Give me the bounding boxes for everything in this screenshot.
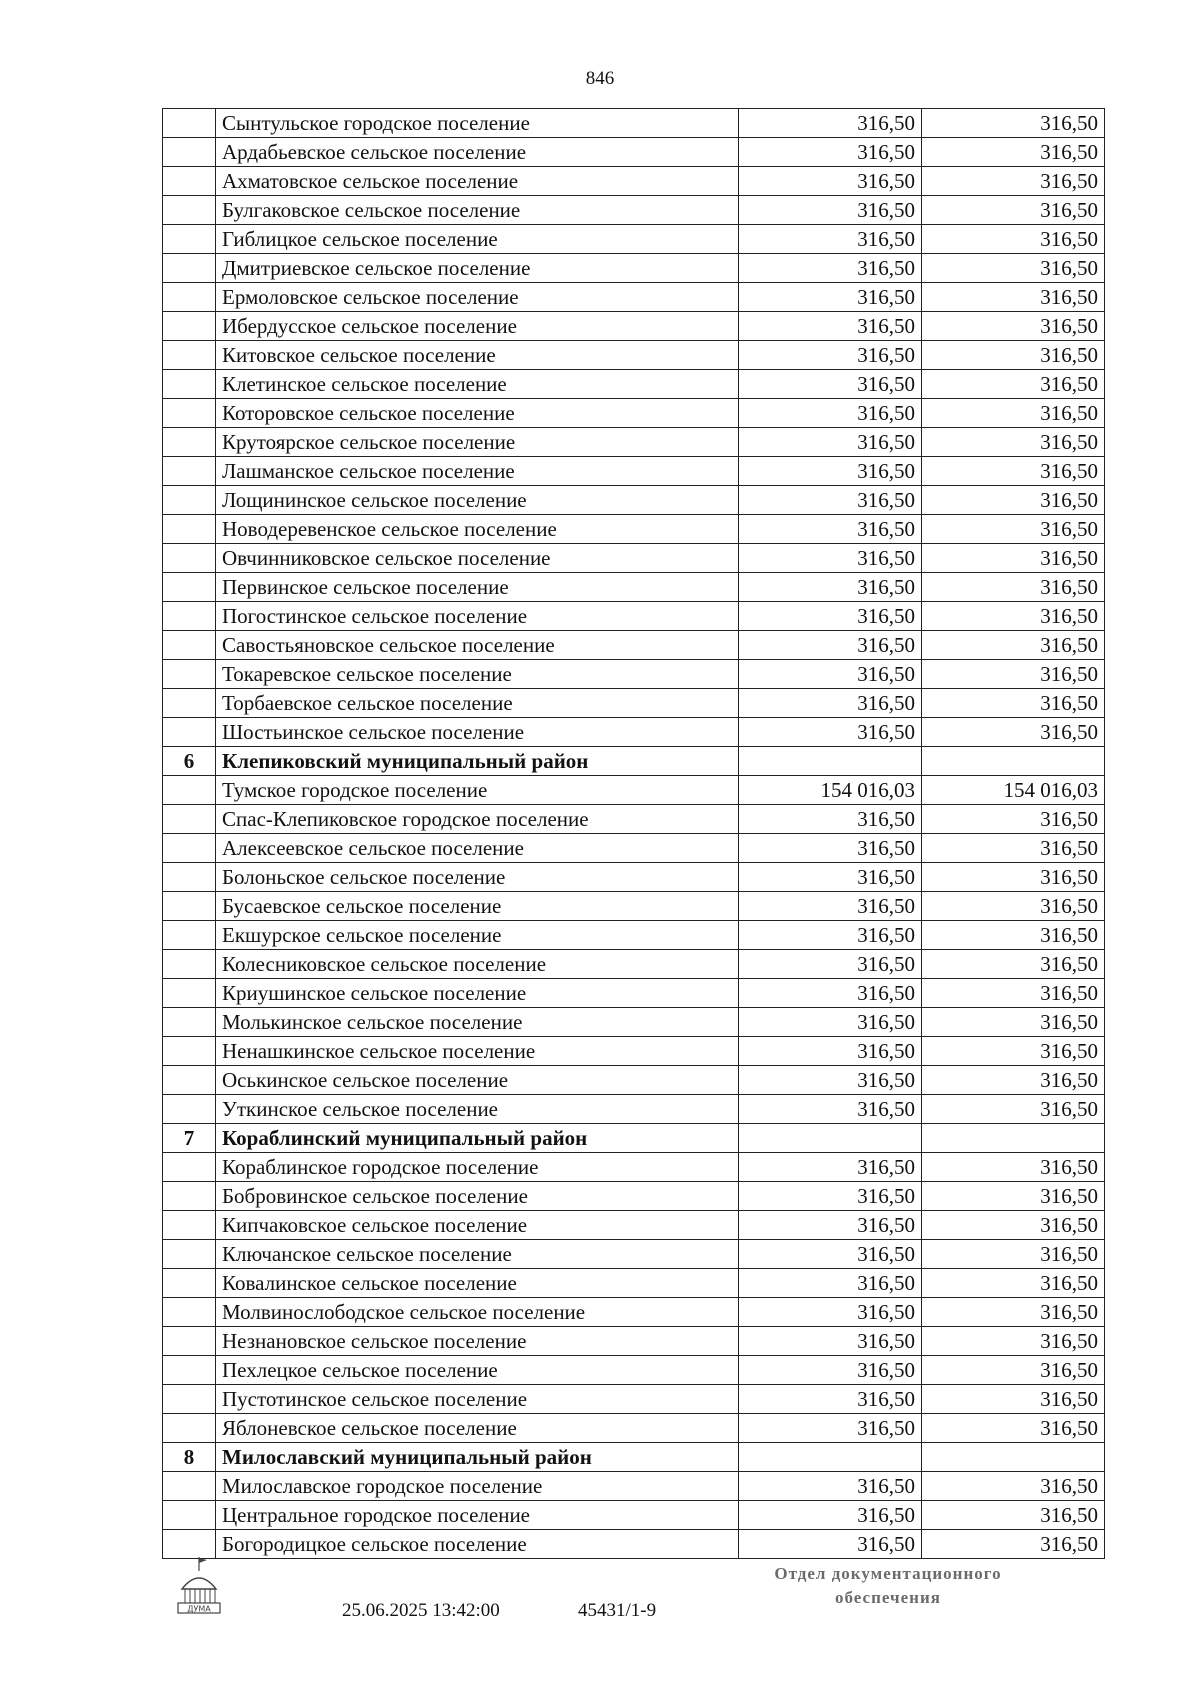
row-number xyxy=(163,457,216,486)
settlement-name: Которовское сельское поселение xyxy=(216,399,739,428)
table-row xyxy=(163,1356,1105,1385)
amount-2: 316,50 xyxy=(922,428,1105,457)
row-number xyxy=(163,1269,216,1298)
settlement-name: Милославское городское поселение xyxy=(216,1472,739,1501)
table-row xyxy=(163,486,1105,515)
row-number xyxy=(163,1414,216,1443)
amount-1: 316,50 xyxy=(739,109,922,138)
row-number xyxy=(163,1008,216,1037)
row-number xyxy=(163,602,216,631)
settlement-name: Первинское сельское поселение xyxy=(216,573,739,602)
amount-1: 316,50 xyxy=(739,631,922,660)
row-number xyxy=(163,950,216,979)
amount-1: 316,50 xyxy=(739,1269,922,1298)
settlement-name: Пехлецкое сельское поселение xyxy=(216,1356,739,1385)
amount-2: 316,50 xyxy=(922,370,1105,399)
settlement-name: Оськинское сельское поселение xyxy=(216,1066,739,1095)
amount-1: 316,50 xyxy=(739,1414,922,1443)
amount-1: 316,50 xyxy=(739,370,922,399)
amount-2: 316,50 xyxy=(922,457,1105,486)
table-row xyxy=(163,892,1105,921)
table-row xyxy=(163,1472,1105,1501)
settlement-name: Криушинское сельское поселение xyxy=(216,979,739,1008)
amount-1: 316,50 xyxy=(739,399,922,428)
settlement-name: Бобровинское сельское поселение xyxy=(216,1182,739,1211)
table-row xyxy=(163,979,1105,1008)
amount-2: 316,50 xyxy=(922,1472,1105,1501)
row-number xyxy=(163,631,216,660)
amount-1: 316,50 xyxy=(739,138,922,167)
svg-text:ДУМА: ДУМА xyxy=(187,1604,211,1614)
amount-2: 316,50 xyxy=(922,689,1105,718)
row-number: 8 xyxy=(163,1443,216,1472)
table-row xyxy=(163,370,1105,399)
amount-2: 316,50 xyxy=(922,515,1105,544)
row-number xyxy=(163,689,216,718)
amount-2: 316,50 xyxy=(922,167,1105,196)
table-row xyxy=(163,1298,1105,1327)
table-row xyxy=(163,167,1105,196)
settlement-name: Бусаевское сельское поселение xyxy=(216,892,739,921)
table-row xyxy=(163,1269,1105,1298)
amount-1: 154 016,03 xyxy=(739,776,922,805)
amount-1: 316,50 xyxy=(739,1327,922,1356)
amount-1: 316,50 xyxy=(739,1066,922,1095)
row-number xyxy=(163,1298,216,1327)
settlement-name: Уткинское сельское поселение xyxy=(216,1095,739,1124)
row-number xyxy=(163,892,216,921)
amount-1: 316,50 xyxy=(739,1472,922,1501)
table-row xyxy=(163,399,1105,428)
amount-1: 316,50 xyxy=(739,1153,922,1182)
amount-1 xyxy=(739,747,922,776)
amount-2: 316,50 xyxy=(922,979,1105,1008)
table-row xyxy=(163,1530,1105,1559)
settlement-name: Савостьяновское сельское поселение xyxy=(216,631,739,660)
amount-1: 316,50 xyxy=(739,1037,922,1066)
settlement-name: Лашманское сельское поселение xyxy=(216,457,739,486)
amount-2: 316,50 xyxy=(922,834,1105,863)
amount-1: 316,50 xyxy=(739,167,922,196)
settlement-name: Дмитриевское сельское поселение xyxy=(216,254,739,283)
amount-2: 316,50 xyxy=(922,1066,1105,1095)
allocation-table xyxy=(162,108,1105,1559)
table-row xyxy=(163,109,1105,138)
row-number xyxy=(163,196,216,225)
amount-2: 316,50 xyxy=(922,341,1105,370)
table-row xyxy=(163,1327,1105,1356)
settlement-name: Яблоневское сельское поселение xyxy=(216,1414,739,1443)
settlement-name: Незнановское сельское поселение xyxy=(216,1327,739,1356)
amount-2: 316,50 xyxy=(922,1530,1105,1559)
table-row xyxy=(163,457,1105,486)
settlement-name: Клетинское сельское поселение xyxy=(216,370,739,399)
amount-2: 316,50 xyxy=(922,109,1105,138)
settlement-name: Лощининское сельское поселение xyxy=(216,486,739,515)
row-number xyxy=(163,486,216,515)
row-number xyxy=(163,1037,216,1066)
table-row xyxy=(163,1095,1105,1124)
amount-2: 316,50 xyxy=(922,1356,1105,1385)
table-row xyxy=(163,1182,1105,1211)
settlement-name: Молвинослободское сельское поселение xyxy=(216,1298,739,1327)
row-number xyxy=(163,979,216,1008)
amount-1: 316,50 xyxy=(739,602,922,631)
table-row xyxy=(163,718,1105,747)
settlement-name: Кораблинский муниципальный район xyxy=(216,1124,739,1153)
settlement-name: Центральное городское поселение xyxy=(216,1501,739,1530)
duma-logo-icon xyxy=(170,1555,228,1617)
row-number xyxy=(163,1472,216,1501)
row-number xyxy=(163,1153,216,1182)
settlement-name: Алексеевское сельское поселение xyxy=(216,834,739,863)
amount-1: 316,50 xyxy=(739,1211,922,1240)
row-number xyxy=(163,341,216,370)
row-number xyxy=(163,921,216,950)
amount-1: 316,50 xyxy=(739,863,922,892)
row-number xyxy=(163,138,216,167)
amount-2: 316,50 xyxy=(922,1501,1105,1530)
amount-2: 316,50 xyxy=(922,805,1105,834)
table-row xyxy=(163,950,1105,979)
amount-2: 316,50 xyxy=(922,950,1105,979)
amount-2: 316,50 xyxy=(922,718,1105,747)
table-row xyxy=(163,283,1105,312)
amount-1: 316,50 xyxy=(739,1008,922,1037)
amount-1: 316,50 xyxy=(739,892,922,921)
row-number xyxy=(163,1327,216,1356)
table-row xyxy=(163,225,1105,254)
amount-1: 316,50 xyxy=(739,457,922,486)
table-row xyxy=(163,544,1105,573)
table-row xyxy=(163,1066,1105,1095)
table-row xyxy=(163,689,1105,718)
settlement-name: Торбаевское сельское поселение xyxy=(216,689,739,718)
table-row xyxy=(163,863,1105,892)
settlement-name: Кипчаковское сельское поселение xyxy=(216,1211,739,1240)
amount-2: 316,50 xyxy=(922,660,1105,689)
amount-2 xyxy=(922,1443,1105,1472)
settlement-name: Ибердусское сельское поселение xyxy=(216,312,739,341)
settlement-name: Ключанское сельское поселение xyxy=(216,1240,739,1269)
amount-1: 316,50 xyxy=(739,1298,922,1327)
amount-2: 316,50 xyxy=(922,283,1105,312)
amount-2: 316,50 xyxy=(922,1414,1105,1443)
settlement-name: Молькинское сельское поселение xyxy=(216,1008,739,1037)
table-row xyxy=(163,573,1105,602)
table-row xyxy=(163,631,1105,660)
row-number: 7 xyxy=(163,1124,216,1153)
table-row xyxy=(163,776,1105,805)
table-row xyxy=(163,138,1105,167)
amount-2: 316,50 xyxy=(922,1008,1105,1037)
amount-2: 316,50 xyxy=(922,863,1105,892)
amount-1: 316,50 xyxy=(739,573,922,602)
amount-2: 316,50 xyxy=(922,1240,1105,1269)
amount-1: 316,50 xyxy=(739,1385,922,1414)
amount-2: 316,50 xyxy=(922,196,1105,225)
table-row xyxy=(163,921,1105,950)
amount-2: 316,50 xyxy=(922,892,1105,921)
amount-2: 316,50 xyxy=(922,312,1105,341)
row-number xyxy=(163,834,216,863)
row-number xyxy=(163,167,216,196)
row-number xyxy=(163,1385,216,1414)
stamp-line-1: Отдел документационного xyxy=(774,1564,1002,1583)
row-number xyxy=(163,283,216,312)
district-row xyxy=(163,747,1105,776)
row-number xyxy=(163,544,216,573)
amount-1: 316,50 xyxy=(739,312,922,341)
row-number xyxy=(163,428,216,457)
stamp-line-2: обеспечения xyxy=(835,1588,941,1607)
table-row xyxy=(163,1240,1105,1269)
department-stamp xyxy=(738,1562,1038,1610)
amount-1: 316,50 xyxy=(739,660,922,689)
amount-1: 316,50 xyxy=(739,950,922,979)
amount-1: 316,50 xyxy=(739,254,922,283)
amount-2: 316,50 xyxy=(922,1327,1105,1356)
amount-2 xyxy=(922,1124,1105,1153)
table-row xyxy=(163,834,1105,863)
amount-1: 316,50 xyxy=(739,1530,922,1559)
amount-1: 316,50 xyxy=(739,225,922,254)
settlement-name: Клепиковский муниципальный район xyxy=(216,747,739,776)
table-row xyxy=(163,341,1105,370)
table-row xyxy=(163,1037,1105,1066)
row-number xyxy=(163,1066,216,1095)
row-number xyxy=(163,109,216,138)
amount-1: 316,50 xyxy=(739,1095,922,1124)
amount-1: 316,50 xyxy=(739,805,922,834)
amount-2: 316,50 xyxy=(922,1182,1105,1211)
row-number xyxy=(163,399,216,428)
table-row xyxy=(163,1414,1105,1443)
settlement-name: Кораблинское городское поселение xyxy=(216,1153,739,1182)
amount-1: 316,50 xyxy=(739,718,922,747)
amount-2: 316,50 xyxy=(922,1269,1105,1298)
settlement-name: Ахматовское сельское поселение xyxy=(216,167,739,196)
amount-1: 316,50 xyxy=(739,834,922,863)
amount-1: 316,50 xyxy=(739,1182,922,1211)
amount-1: 316,50 xyxy=(739,1356,922,1385)
settlement-name: Новодеревенское сельское поселение xyxy=(216,515,739,544)
amount-2: 316,50 xyxy=(922,254,1105,283)
amount-1: 316,50 xyxy=(739,921,922,950)
settlement-name: Милославский муниципальный район xyxy=(216,1443,739,1472)
table-row xyxy=(163,1385,1105,1414)
table-row xyxy=(163,1008,1105,1037)
amount-2: 316,50 xyxy=(922,573,1105,602)
row-number xyxy=(163,1211,216,1240)
amount-1: 316,50 xyxy=(739,1501,922,1530)
amount-1: 316,50 xyxy=(739,689,922,718)
district-row xyxy=(163,1443,1105,1472)
table-row xyxy=(163,1501,1105,1530)
amount-2: 154 016,03 xyxy=(922,776,1105,805)
amount-1: 316,50 xyxy=(739,515,922,544)
amount-1: 316,50 xyxy=(739,486,922,515)
row-number xyxy=(163,1240,216,1269)
row-number xyxy=(163,718,216,747)
row-number xyxy=(163,805,216,834)
page-number: 846 xyxy=(585,68,615,89)
row-number xyxy=(163,312,216,341)
settlement-name: Ненашкинское сельское поселение xyxy=(216,1037,739,1066)
amount-1: 316,50 xyxy=(739,979,922,1008)
settlement-name: Ковалинское сельское поселение xyxy=(216,1269,739,1298)
row-number xyxy=(163,573,216,602)
settlement-name: Пустотинское сельское поселение xyxy=(216,1385,739,1414)
amount-1: 316,50 xyxy=(739,428,922,457)
settlement-name: Булгаковское сельское поселение xyxy=(216,196,739,225)
amount-2 xyxy=(922,747,1105,776)
amount-2: 316,50 xyxy=(922,544,1105,573)
footer-datetime: 25.06.2025 13:42:00 xyxy=(342,1600,500,1621)
row-number xyxy=(163,370,216,399)
table-row xyxy=(163,602,1105,631)
settlement-name: Гиблицкое сельское поселение xyxy=(216,225,739,254)
amount-1: 316,50 xyxy=(739,196,922,225)
row-number xyxy=(163,1182,216,1211)
row-number xyxy=(163,254,216,283)
amount-2: 316,50 xyxy=(922,399,1105,428)
settlement-name: Китовское сельское поселение xyxy=(216,341,739,370)
amount-2: 316,50 xyxy=(922,1153,1105,1182)
amount-1: 316,50 xyxy=(739,1240,922,1269)
amount-2: 316,50 xyxy=(922,138,1105,167)
settlement-name: Сынтульское городское поселение xyxy=(216,109,739,138)
amount-1 xyxy=(739,1124,922,1153)
amount-2: 316,50 xyxy=(922,631,1105,660)
amount-1: 316,50 xyxy=(739,544,922,573)
amount-2: 316,50 xyxy=(922,602,1105,631)
amount-2: 316,50 xyxy=(922,225,1105,254)
table-body xyxy=(163,109,1105,1559)
footer-document-id: 45431/1-9 xyxy=(578,1600,657,1621)
row-number xyxy=(163,225,216,254)
settlement-name: Шостьинское сельское поселение xyxy=(216,718,739,747)
amount-2: 316,50 xyxy=(922,1037,1105,1066)
table-row xyxy=(163,660,1105,689)
amount-1: 316,50 xyxy=(739,283,922,312)
settlement-name: Спас-Клепиковское городское поселение xyxy=(216,805,739,834)
row-number xyxy=(163,660,216,689)
row-number xyxy=(163,1095,216,1124)
amount-2: 316,50 xyxy=(922,1298,1105,1327)
table-row xyxy=(163,254,1105,283)
row-number xyxy=(163,776,216,805)
settlement-name: Крутоярское сельское поселение xyxy=(216,428,739,457)
table-row xyxy=(163,428,1105,457)
amount-2: 316,50 xyxy=(922,1095,1105,1124)
settlement-name: Тумское городское поселение xyxy=(216,776,739,805)
row-number xyxy=(163,515,216,544)
settlement-name: Екшурское сельское поселение xyxy=(216,921,739,950)
settlement-name: Богородицкое сельское поселение xyxy=(216,1530,739,1559)
row-number xyxy=(163,1501,216,1530)
table-row xyxy=(163,805,1105,834)
amount-2: 316,50 xyxy=(922,1385,1105,1414)
amount-2: 316,50 xyxy=(922,921,1105,950)
settlement-name: Токаревское сельское поселение xyxy=(216,660,739,689)
amount-1 xyxy=(739,1443,922,1472)
settlement-name: Ермоловское сельское поселение xyxy=(216,283,739,312)
settlement-name: Овчинниковское сельское поселение xyxy=(216,544,739,573)
row-number: 6 xyxy=(163,747,216,776)
amount-1: 316,50 xyxy=(739,341,922,370)
settlement-name: Погостинское сельское поселение xyxy=(216,602,739,631)
table-row xyxy=(163,515,1105,544)
table-row xyxy=(163,312,1105,341)
district-row xyxy=(163,1124,1105,1153)
settlement-name: Ардабьевское сельское поселение xyxy=(216,138,739,167)
table-row xyxy=(163,1211,1105,1240)
table-row xyxy=(163,1153,1105,1182)
amount-2: 316,50 xyxy=(922,1211,1105,1240)
table-row xyxy=(163,196,1105,225)
amount-2: 316,50 xyxy=(922,486,1105,515)
row-number xyxy=(163,863,216,892)
settlement-name: Болоньское сельское поселение xyxy=(216,863,739,892)
row-number xyxy=(163,1356,216,1385)
settlement-name: Колесниковское сельское поселение xyxy=(216,950,739,979)
